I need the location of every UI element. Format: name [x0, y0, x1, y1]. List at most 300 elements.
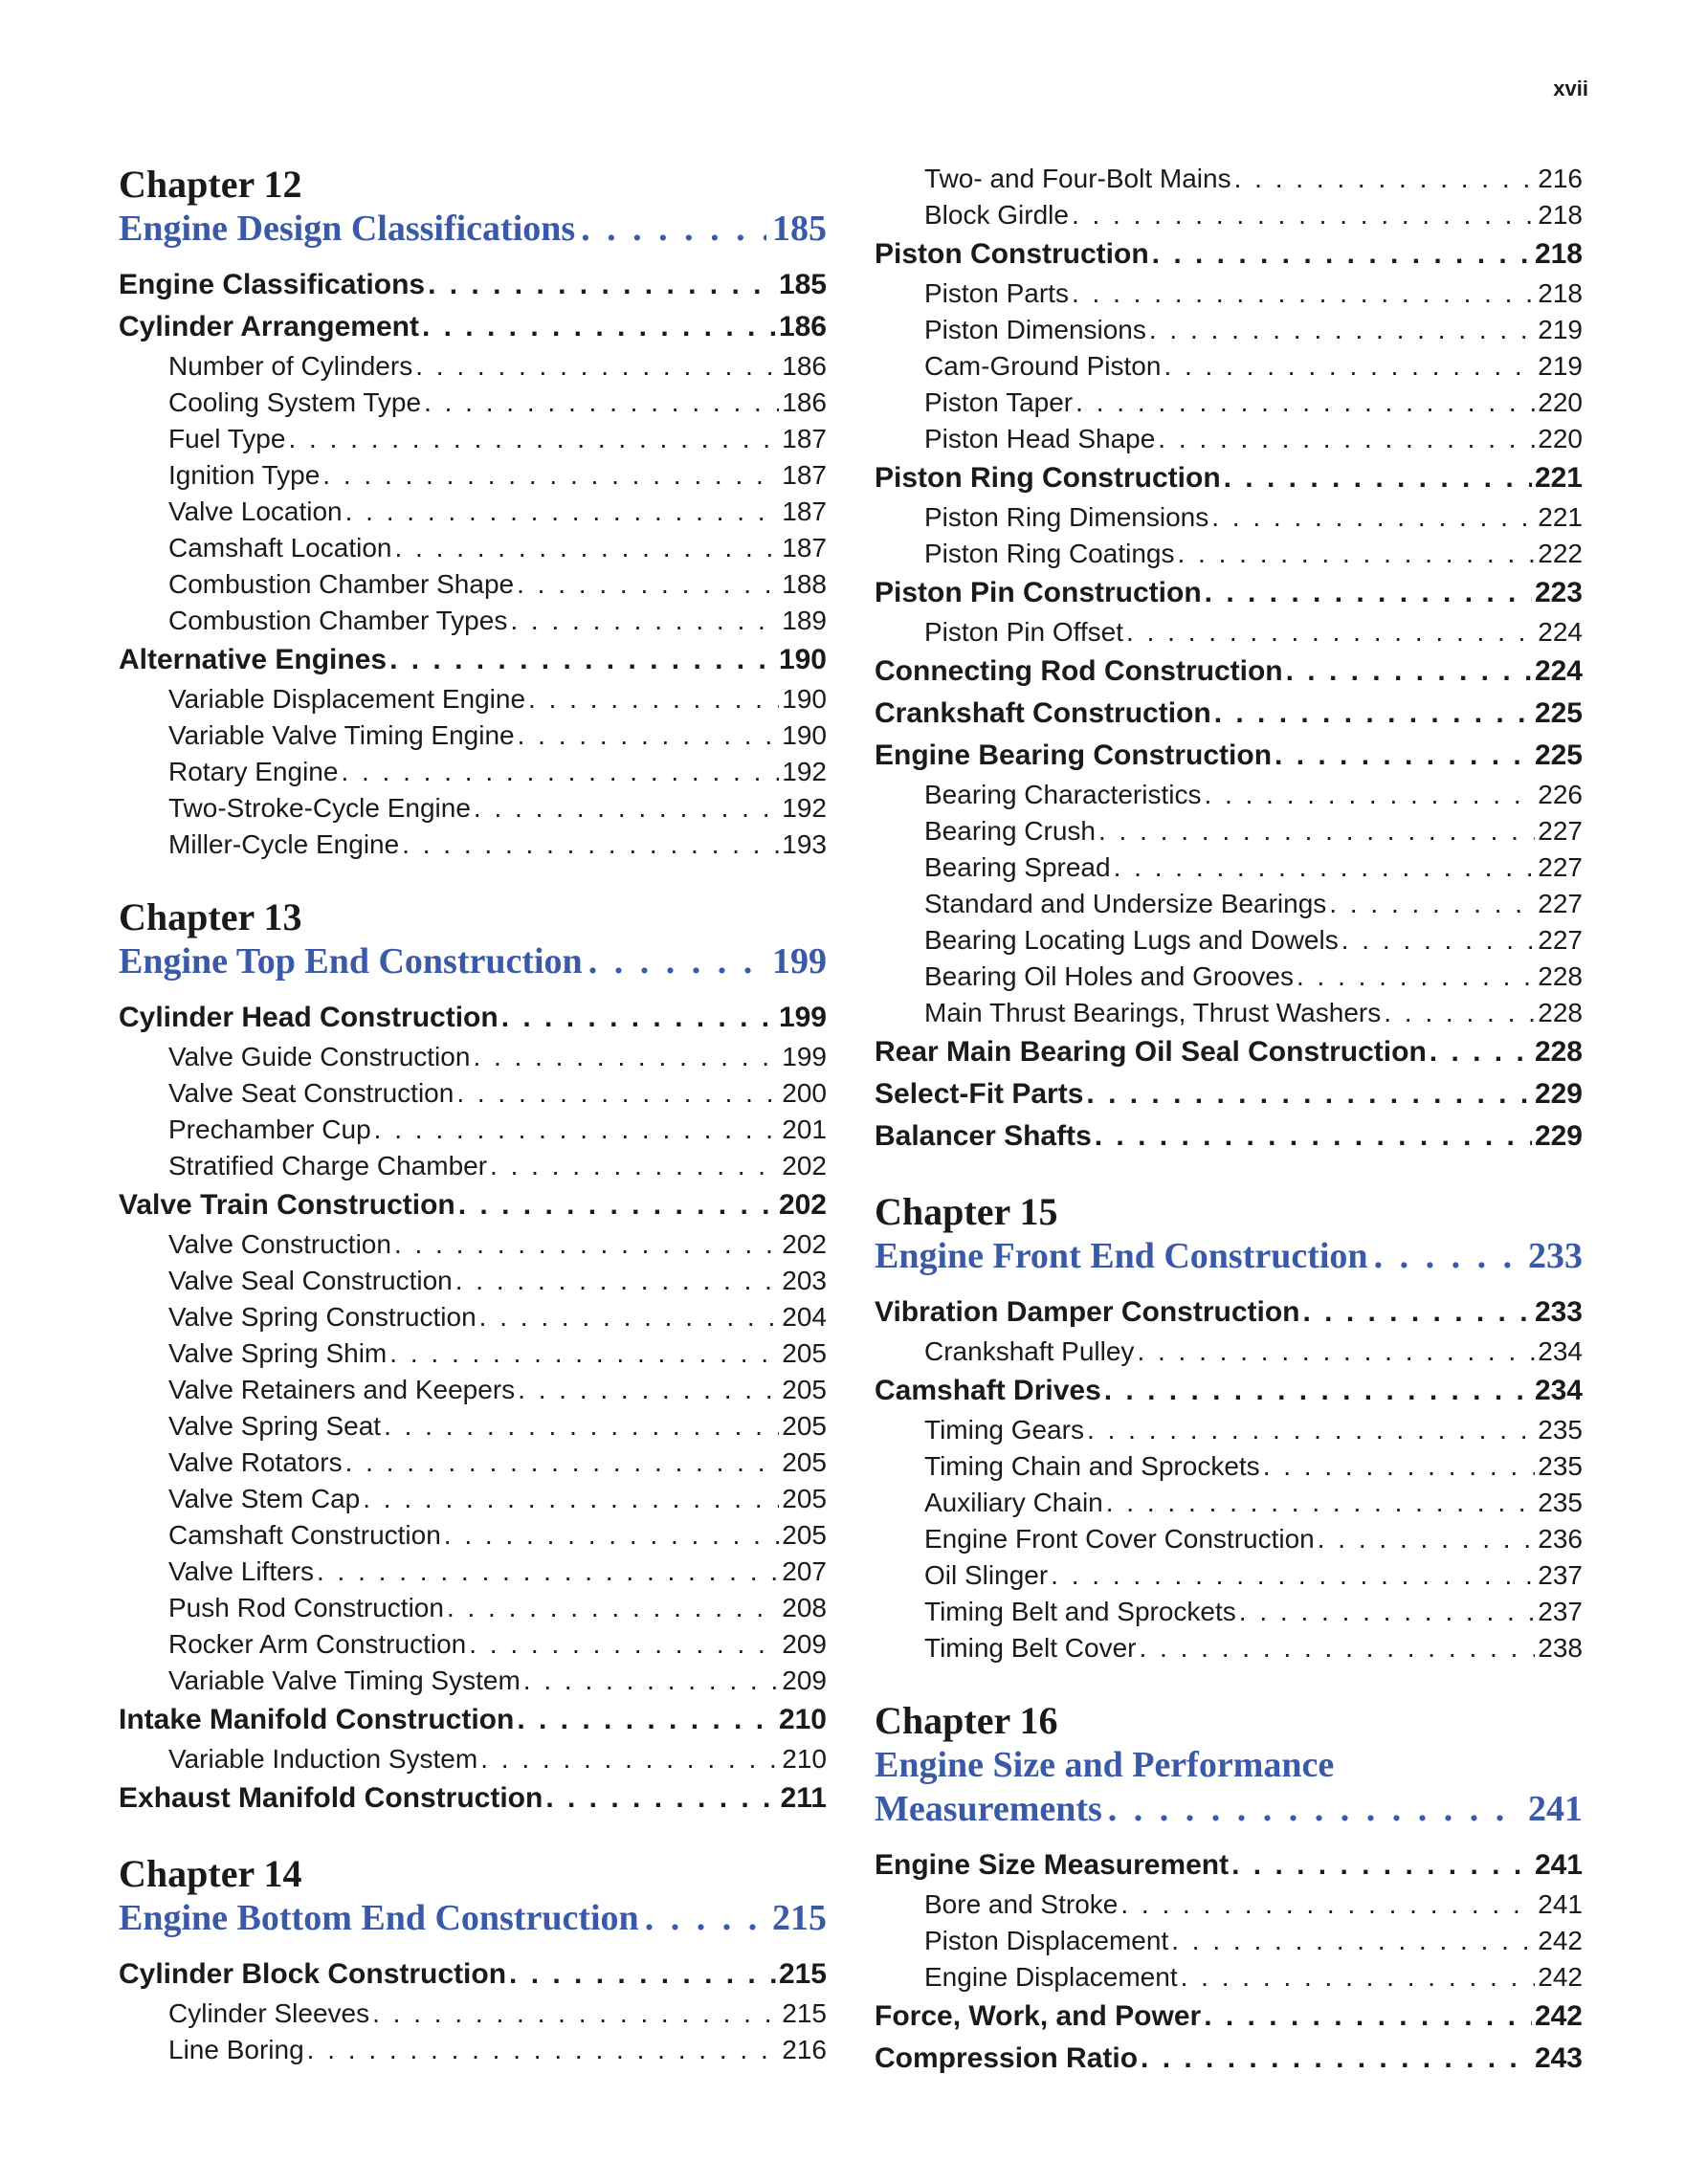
dot-leader [501, 997, 776, 1039]
entry-title: Cylinder Sleeves [168, 1998, 370, 2028]
dot-leader [384, 1408, 779, 1445]
entry-page-number: 243 [1534, 2042, 1583, 2074]
entry-page-number: 225 [1534, 739, 1583, 771]
entry-page-number: 202 [778, 1189, 827, 1221]
chapter-title-continued[interactable] [875, 1787, 1583, 1831]
dot-leader [1214, 693, 1532, 735]
entry-page-number: 227 [1538, 889, 1583, 918]
entry-page-number: 227 [1538, 852, 1583, 882]
toc-section-entry[interactable] [875, 1073, 1583, 1115]
dot-leader [341, 754, 779, 790]
entry-page-number: 224 [1538, 617, 1583, 647]
entry-page-number: 229 [1534, 1078, 1583, 1110]
chapter-title-text: Engine Top End Construction [119, 941, 583, 982]
toc-section-entry[interactable] [875, 1996, 1583, 2038]
toc-subsection-entry[interactable] [875, 276, 1583, 312]
entry-title: Compression Ratio [875, 2042, 1139, 2074]
dot-leader [1164, 348, 1535, 385]
entry-title: Piston Head Shape [924, 424, 1156, 453]
toc-section-entry[interactable] [875, 651, 1583, 693]
entry-page-number: 203 [782, 1266, 827, 1295]
entry-page-number: 202 [782, 1229, 827, 1259]
dot-leader [479, 1299, 780, 1335]
toc-subsection-entry[interactable] [119, 754, 827, 790]
entry-title: Bearing Crush [924, 816, 1096, 846]
entry-page-number: 229 [1534, 1120, 1583, 1152]
dot-leader [1286, 651, 1532, 693]
chapter-label: Chapter 15 [875, 1190, 1058, 1233]
toc-section-entry[interactable] [119, 639, 827, 681]
toc-subsection-entry[interactable] [119, 1517, 827, 1554]
entry-title: Variable Valve Timing System [168, 1666, 521, 1695]
entry-title: Camshaft Location [168, 533, 392, 563]
entry-title: Stratified Charge Chamber [168, 1151, 488, 1180]
toc-subsection-entry[interactable] [119, 494, 827, 530]
toc-subsection-entry[interactable] [119, 1226, 827, 1263]
entry-title: Camshaft Drives [875, 1375, 1101, 1406]
entry-page-number: 208 [782, 1593, 827, 1622]
entry-page-number: 235 [1538, 1451, 1583, 1481]
entry-page-number: 235 [1538, 1415, 1583, 1445]
dot-leader [447, 1590, 779, 1626]
toc-section-entry[interactable] [119, 306, 827, 348]
entry-title: Valve Seal Construction [168, 1266, 453, 1295]
toc-subsection-entry[interactable] [119, 2032, 827, 2068]
entry-page-number: 215 [782, 1998, 827, 2028]
toc-subsection-entry[interactable] [875, 849, 1583, 886]
dot-leader [490, 1148, 779, 1184]
toc-subsection-entry[interactable] [119, 566, 827, 603]
entry-title: Crankshaft Construction [875, 697, 1211, 729]
entry-page-number: 207 [782, 1556, 827, 1586]
toc-subsection-entry[interactable] [875, 886, 1583, 922]
dot-leader [428, 264, 776, 306]
dot-leader [345, 494, 780, 530]
entry-page-number: 234 [1538, 1336, 1583, 1366]
toc-subsection-entry[interactable] [119, 1148, 827, 1184]
entry-title: Bearing Locating Lugs and Dowels [924, 925, 1339, 955]
chapter-label: Chapter 12 [119, 163, 302, 206]
toc-subsection-entry[interactable] [119, 1263, 827, 1299]
toc-subsection-entry[interactable] [119, 530, 827, 566]
entry-title: Select-Fit Parts [875, 1078, 1084, 1110]
toc-section-entry[interactable] [875, 233, 1583, 276]
dot-leader [581, 207, 766, 251]
dot-leader [1177, 536, 1535, 572]
entry-title: Piston Displacement [924, 1926, 1169, 1955]
chapter-page-number: 199 [772, 941, 827, 982]
entry-title: Variable Valve Timing Engine [168, 720, 515, 750]
entry-title: Combustion Chamber Shape [168, 569, 515, 599]
dot-leader [424, 385, 779, 421]
toc-subsection-entry[interactable] [875, 1630, 1583, 1666]
toc-subsection-entry[interactable] [119, 1335, 827, 1372]
toc-subsection-entry[interactable] [875, 499, 1583, 536]
toc-subsection-entry[interactable] [119, 1445, 827, 1481]
toc-subsection-entry[interactable] [875, 1923, 1583, 1959]
toc-section-entry[interactable] [875, 572, 1583, 614]
entry-title: Combustion Chamber Types [168, 606, 508, 635]
entry-title: Push Rod Construction [168, 1593, 444, 1622]
chapter-title[interactable] [119, 939, 827, 983]
entry-page-number: 235 [1538, 1488, 1583, 1517]
dot-leader [1341, 922, 1536, 959]
entry-title: Miller-Cycle Engine [168, 829, 400, 859]
dot-leader [372, 1996, 779, 2032]
chapter-title-text-line2: Measurements [875, 1789, 1102, 1829]
toc-subsection-entry[interactable] [119, 1590, 827, 1626]
entry-page-number: 199 [782, 1042, 827, 1071]
toc-section-entry[interactable] [875, 1115, 1583, 1158]
entry-title: Valve Rotators [168, 1447, 343, 1477]
toc-subsection-entry[interactable] [875, 1557, 1583, 1594]
entry-page-number: 218 [1538, 200, 1583, 230]
toc-subsection-entry[interactable] [875, 197, 1583, 233]
dot-leader [480, 1741, 779, 1777]
dot-leader [374, 1112, 780, 1148]
entry-page-number: 209 [782, 1629, 827, 1659]
entry-page-number: 242 [1534, 2000, 1583, 2032]
dot-leader [1263, 1448, 1536, 1485]
entry-title: Valve Seat Construction [168, 1078, 454, 1108]
entry-page-number: 242 [1538, 1926, 1583, 1955]
toc-subsection-entry[interactable] [119, 790, 827, 827]
entry-title: Block Girdle [924, 200, 1069, 230]
chapter-label: Chapter 14 [119, 1852, 302, 1895]
dot-leader [1126, 614, 1535, 651]
toc-subsection-entry[interactable] [875, 348, 1583, 385]
dot-leader [1139, 1630, 1535, 1666]
entry-title: Valve Stem Cap [168, 1484, 361, 1513]
dot-leader [1181, 1959, 1536, 1996]
entry-title: Rotary Engine [168, 757, 339, 786]
dot-leader [1158, 421, 1535, 457]
entry-title: Bearing Characteristics [924, 780, 1202, 809]
chapter-spacer [875, 1666, 1583, 1699]
entry-page-number: 215 [778, 1958, 827, 1990]
dot-leader [1329, 886, 1535, 922]
entry-title: Number of Cylinders [168, 351, 413, 381]
entry-page-number: 187 [782, 533, 827, 563]
entry-title: Valve Guide Construction [168, 1042, 471, 1071]
toc-subsection-entry[interactable] [875, 1485, 1583, 1521]
entry-page-number: 185 [778, 269, 827, 300]
entry-title: Valve Location [168, 496, 343, 526]
entry-page-number: 227 [1538, 816, 1583, 846]
chapter-title[interactable] [119, 1896, 827, 1940]
entry-page-number: 223 [1534, 577, 1583, 608]
dot-leader [402, 827, 779, 863]
dot-leader [1297, 959, 1535, 995]
toc-subsection-entry[interactable] [875, 421, 1583, 457]
entry-page-number: 237 [1538, 1597, 1583, 1626]
chapter-page-number: 233 [1528, 1236, 1583, 1276]
toc-subsection-entry[interactable] [119, 1112, 827, 1148]
entry-title: Cooling System Type [168, 387, 422, 417]
toc-section-entry[interactable] [875, 2038, 1583, 2080]
dot-leader [444, 1517, 779, 1554]
entry-page-number: 200 [782, 1078, 827, 1108]
entry-page-number: 241 [1534, 1849, 1583, 1881]
entry-title: Engine Displacement [924, 1962, 1178, 1992]
entry-title: Line Boring [168, 2035, 304, 2064]
dot-leader [523, 1663, 780, 1699]
chapter-title[interactable] [875, 1743, 1583, 1787]
toc-subsection-entry[interactable] [875, 1886, 1583, 1923]
chapter-title[interactable] [119, 207, 827, 251]
entry-page-number: 187 [782, 496, 827, 526]
toc-subsection-entry[interactable] [119, 717, 827, 754]
entry-title: Cylinder Block Construction [119, 1958, 507, 1990]
dot-leader [1098, 813, 1535, 849]
toc-subsection-entry[interactable] [119, 827, 827, 863]
entry-page-number: 218 [1534, 238, 1583, 270]
toc-subsection-entry[interactable] [119, 385, 827, 421]
dot-leader [469, 1626, 779, 1663]
entry-title: Valve Spring Seat [168, 1411, 382, 1441]
entry-page-number: 205 [782, 1447, 827, 1477]
dot-leader [518, 717, 780, 754]
toc-subsection-entry[interactable] [119, 1741, 827, 1777]
entry-title: Valve Lifters [168, 1556, 314, 1586]
chapter-page-number: 185 [772, 209, 827, 249]
toc-subsection-entry[interactable] [119, 1372, 827, 1408]
entry-page-number: 190 [782, 684, 827, 714]
toc-subsection-entry[interactable] [119, 457, 827, 494]
toc-subsection-entry[interactable] [875, 922, 1583, 959]
toc-section-entry[interactable] [119, 1699, 827, 1741]
entry-page-number: 205 [782, 1338, 827, 1368]
toc-subsection-entry[interactable] [875, 959, 1583, 995]
dot-leader [345, 1445, 780, 1481]
entry-page-number: 210 [778, 1704, 827, 1735]
toc-subsection-entry[interactable] [875, 995, 1583, 1031]
toc-subsection-entry[interactable] [119, 1481, 827, 1517]
dot-leader [510, 603, 779, 639]
toc-section-entry[interactable] [875, 1291, 1583, 1334]
toc-section-entry[interactable] [875, 1370, 1583, 1412]
chapter-page-number: 215 [772, 1898, 827, 1938]
entry-page-number: 201 [782, 1114, 827, 1144]
toc-subsection-entry[interactable] [119, 1408, 827, 1445]
entry-page-number: 219 [1538, 351, 1583, 381]
entry-page-number: 220 [1538, 424, 1583, 453]
toc-subsection-entry[interactable] [119, 1554, 827, 1590]
dot-leader [288, 421, 779, 457]
toc-subsection-entry[interactable] [875, 312, 1583, 348]
toc-section-entry[interactable] [875, 1844, 1583, 1886]
toc-subsection-entry[interactable] [875, 1959, 1583, 1996]
chapter-title-text: Engine Bottom End Construction [119, 1898, 639, 1938]
entry-title: Timing Belt and Sprockets [924, 1597, 1236, 1626]
dot-leader [1114, 849, 1536, 886]
dot-leader [1108, 1787, 1522, 1831]
entry-title: Prechamber Cup [168, 1114, 371, 1144]
entry-page-number: 222 [1538, 539, 1583, 568]
toc-subsection-entry[interactable] [875, 1334, 1583, 1370]
chapter-spacer [119, 1820, 827, 1852]
entry-page-number: 241 [1538, 1889, 1583, 1919]
entry-page-number: 187 [782, 424, 827, 453]
entry-page-number: 228 [1538, 961, 1583, 991]
toc-section-entry[interactable] [119, 1777, 827, 1820]
entry-title: Bore and Stroke [924, 1889, 1119, 1919]
dot-leader [588, 939, 766, 983]
dot-leader [458, 1184, 776, 1226]
entry-title: Piston Taper [924, 387, 1074, 417]
entry-page-number: 193 [782, 829, 827, 859]
entry-page-number: 187 [782, 460, 827, 490]
chapter-page-number: 241 [1528, 1789, 1583, 1829]
toc-subsection-entry[interactable] [119, 421, 827, 457]
toc-subsection-entry[interactable] [119, 1039, 827, 1075]
chapter-spacer [119, 863, 827, 895]
entry-page-number: 226 [1538, 780, 1583, 809]
entry-title: Bearing Oil Holes and Grooves [924, 961, 1294, 991]
toc-section-entry[interactable] [119, 1184, 827, 1226]
toc-subsection-entry[interactable] [119, 1996, 827, 2032]
dot-leader [1303, 1291, 1532, 1334]
entry-page-number: 224 [1534, 655, 1583, 687]
entry-title: Valve Spring Construction [168, 1302, 477, 1332]
dot-leader [1051, 1557, 1535, 1594]
toc-section-entry[interactable] [119, 1953, 827, 1996]
entry-title: Two- and Four-Bolt Mains [924, 164, 1231, 193]
toc-subsection-entry[interactable] [875, 1448, 1583, 1485]
dot-leader [545, 1777, 777, 1820]
toc-section-entry[interactable] [875, 1031, 1583, 1073]
entry-title: Valve Retainers and Keepers [168, 1375, 516, 1404]
entry-title: Piston Pin Construction [875, 577, 1202, 608]
entry-title: Timing Belt Cover [924, 1633, 1137, 1663]
entry-page-number: 242 [1538, 1962, 1583, 1992]
entry-title: Auxiliary Chain [924, 1488, 1103, 1517]
dot-leader [394, 1226, 779, 1263]
dot-leader [1384, 995, 1535, 1031]
entry-title: Camshaft Construction [168, 1520, 441, 1550]
entry-title: Two-Stroke-Cycle Engine [168, 793, 471, 823]
dot-leader [363, 1481, 779, 1517]
dot-leader [1141, 2038, 1532, 2080]
dot-leader [1087, 1412, 1535, 1448]
entry-title: Engine Size Measurement [875, 1849, 1230, 1881]
entry-page-number: 186 [782, 387, 827, 417]
toc-section-entry[interactable] [119, 264, 827, 306]
dot-leader [1211, 499, 1535, 536]
entry-page-number: 238 [1538, 1633, 1583, 1663]
chapter-title[interactable] [875, 1234, 1583, 1278]
toc-section-entry[interactable] [875, 693, 1583, 735]
dot-leader [1120, 1886, 1535, 1923]
entry-title: Oil Slinger [924, 1560, 1049, 1590]
toc-subsection-entry[interactable] [875, 385, 1583, 421]
toc-subsection-entry[interactable] [875, 1412, 1583, 1448]
entry-page-number: 205 [782, 1520, 827, 1550]
toc-subsection-entry[interactable] [119, 1075, 827, 1112]
entry-page-number: 237 [1538, 1560, 1583, 1590]
toc-left-column [119, 163, 827, 2068]
toc-subsection-entry[interactable] [119, 603, 827, 639]
entry-page-number: 218 [1538, 278, 1583, 308]
toc-subsection-entry[interactable] [875, 1521, 1583, 1557]
entry-title: Balancer Shafts [875, 1120, 1092, 1152]
dot-leader [1275, 735, 1532, 777]
entry-title: Fuel Type [168, 424, 286, 453]
dot-leader [1137, 1334, 1535, 1370]
chapter-spacer [875, 1158, 1583, 1190]
dot-leader [1104, 1370, 1532, 1412]
dot-leader [517, 1699, 776, 1741]
dot-leader [1430, 1031, 1532, 1073]
entry-title: Main Thrust Bearings, Thrust Washers [924, 998, 1382, 1027]
chapter-title-text: Engine Design Classifications [119, 209, 576, 249]
dot-leader [518, 1372, 779, 1408]
chapter-heading [875, 1190, 1583, 1278]
dot-leader [517, 566, 779, 603]
toc-section-entry[interactable] [119, 997, 827, 1039]
entry-title: Exhaust Manifold Construction [119, 1782, 543, 1814]
entry-title: Engine Classifications [119, 269, 426, 300]
toc-subsection-entry[interactable] [875, 777, 1583, 813]
dot-leader [389, 1335, 779, 1372]
entry-page-number: 188 [782, 569, 827, 599]
entry-title: Cylinder Head Construction [119, 1002, 499, 1033]
chapter-title-text: Engine Front End Construction [875, 1236, 1368, 1276]
entry-page-number: 236 [1538, 1524, 1583, 1554]
dot-leader [422, 306, 776, 348]
dot-leader [456, 1075, 779, 1112]
entry-title: Piston Ring Dimensions [924, 502, 1209, 532]
dot-leader [1224, 457, 1532, 499]
entry-page-number: 205 [782, 1484, 827, 1513]
toc-subsection-entry[interactable] [119, 348, 827, 385]
toc-right-column [875, 161, 1583, 2080]
entry-page-number: 205 [782, 1411, 827, 1441]
toc-section-entry[interactable] [875, 457, 1583, 499]
entry-page-number: 227 [1538, 925, 1583, 955]
dot-leader [1072, 197, 1535, 233]
toc-section-entry[interactable] [875, 735, 1583, 777]
entry-page-number: 221 [1538, 502, 1583, 532]
toc-subsection-entry[interactable] [875, 161, 1583, 197]
entry-title: Intake Manifold Construction [119, 1704, 515, 1735]
toc-subsection-entry[interactable] [119, 1663, 827, 1699]
entry-title: Piston Ring Construction [875, 462, 1221, 494]
entry-title: Cylinder Arrangement [119, 311, 419, 342]
dot-leader [473, 1039, 779, 1075]
entry-page-number: 202 [782, 1151, 827, 1180]
dot-leader [1239, 1594, 1536, 1630]
toc-subsection-entry[interactable] [875, 813, 1583, 849]
entry-page-number: 219 [1538, 315, 1583, 344]
toc-subsection-entry[interactable] [119, 681, 827, 717]
dot-leader [1374, 1234, 1522, 1278]
dot-leader [394, 530, 779, 566]
toc-subsection-entry[interactable] [875, 614, 1583, 651]
chapter-heading [119, 1852, 827, 1940]
entry-title: Connecting Rod Construction [875, 655, 1283, 687]
toc-subsection-entry[interactable] [119, 1299, 827, 1335]
dot-leader [1205, 572, 1532, 614]
entry-page-number: 221 [1534, 462, 1583, 494]
toc-subsection-entry[interactable] [875, 1594, 1583, 1630]
entry-title: Bearing Spread [924, 852, 1111, 882]
toc-subsection-entry[interactable] [119, 1626, 827, 1663]
dot-leader [1204, 1996, 1532, 2038]
toc-subsection-entry[interactable] [875, 536, 1583, 572]
dot-leader [1231, 1844, 1532, 1886]
page-number: xvii [1553, 77, 1588, 100]
